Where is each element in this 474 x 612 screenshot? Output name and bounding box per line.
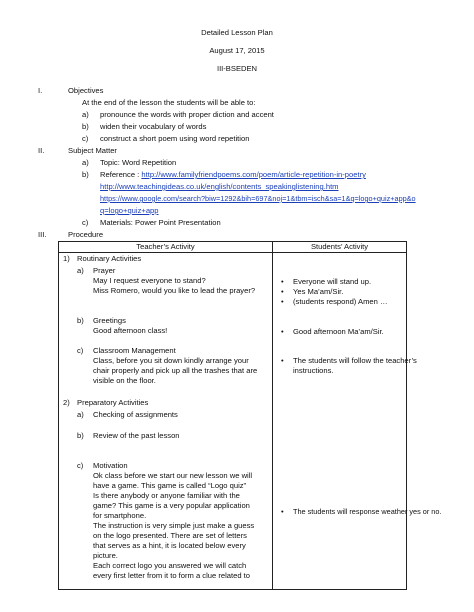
reference-label: Reference :: [100, 170, 142, 179]
classroom-line: visible on the floor.: [93, 376, 156, 385]
reference-link[interactable]: https://www.google.com/search?biw=1292&bih=697&noj=1&tbm=isch&sa=1&q=logo+quiz+app&o: [100, 194, 416, 203]
motivation-line: for smartphone.: [93, 511, 147, 520]
preparatory-num: 2): [63, 398, 70, 407]
review-letter: b): [77, 431, 84, 440]
review-label: Review of the past lesson: [93, 431, 180, 440]
objective-item: widen their vocabulary of words: [100, 122, 207, 131]
teacher-activity-cell: [59, 253, 273, 590]
objectives-heading: Objectives: [68, 86, 104, 95]
student-response-continuation: instructions.: [293, 366, 334, 375]
motivation-line: on the logo presented. There are set of letters: [93, 531, 247, 540]
motivation-line: have a game. This game is called “Logo quiz”: [93, 481, 247, 490]
motivation-line: Ok class before we start our new lesson we will: [93, 471, 253, 480]
reference-link[interactable]: http://www.familyfriendpoems.com/poem/article-repetition-in-poetry: [141, 170, 366, 179]
classroom-line: Class, before you sit down kindly arrange your: [93, 356, 249, 365]
topic-letter: a): [82, 158, 89, 167]
reference-link[interactable]: http://www.teachingideas.co.uk/english/contents_speakinglistening.htm: [100, 182, 339, 191]
classroom-line: chair properly and pick up all the trashes that are: [93, 366, 258, 375]
subject-heading: Subject Matter: [68, 146, 117, 155]
motivation-line: every first letter from it to form a clue related to: [93, 571, 250, 580]
prayer-label: Prayer: [93, 266, 116, 275]
reference-line: [100, 170, 366, 180]
motivation-label: Motivation: [93, 461, 128, 470]
greetings-letter: b): [77, 316, 84, 325]
objective-letter-b: b): [82, 122, 89, 131]
prayer-letter: a): [77, 266, 84, 275]
subject-numeral: II.: [38, 146, 45, 155]
routinary-label: Routinary Activities: [77, 254, 142, 263]
procedure-heading: Procedure: [68, 230, 104, 239]
motivation-line: Each correct logo you answered we will catch: [93, 561, 247, 570]
objective-letter-c: c): [82, 134, 89, 143]
prayer-line: Miss Romero, would you like to lead the prayer?: [93, 286, 256, 295]
greetings-label: Greetings: [93, 316, 126, 325]
document-date: August 17, 2015: [209, 46, 265, 55]
motivation-line: Is there anybody or anyone familiar with the: [93, 491, 240, 500]
motivation-letter: c): [77, 461, 84, 470]
teacher-activity-header: Teacher’s Activity: [59, 242, 273, 253]
preparatory-label: Preparatory Activities: [77, 398, 149, 407]
motivation-line: picture.: [93, 551, 118, 560]
classroom-letter: c): [77, 346, 84, 355]
procedure-table: [58, 241, 442, 590]
checking-letter: a): [77, 410, 84, 419]
motivation-line: The instruction is very simple just make a guess: [93, 521, 255, 530]
topic-text: Topic: Word Repetition: [100, 158, 177, 167]
classroom-label: Classroom Management: [93, 346, 176, 355]
students-activity-header: Students’ Activity: [273, 242, 407, 253]
objectives-numeral: I.: [38, 86, 43, 95]
objective-letter-a: a): [82, 110, 89, 119]
checking-label: Checking of assignments: [93, 410, 178, 419]
routinary-num: 1): [63, 254, 70, 263]
objective-item: construct a short poem using word repetition: [100, 134, 250, 143]
motivation-line: that serves as a hint, it is located below every: [93, 541, 246, 550]
greetings-line: Good afternoon class!: [93, 326, 168, 335]
reference-link[interactable]: q=logo+quiz+app: [100, 206, 159, 215]
motivation-line: game? This game is a very popular application: [93, 501, 250, 510]
document-title: Detailed Lesson Plan: [201, 28, 273, 37]
prayer-line: May I request everyone to stand?: [93, 276, 206, 285]
table-row: [59, 253, 407, 590]
students-activity-cell: • Everyone will stand up. • Yes Ma’am/Sir. • (students respond) Amen … • Good afternoon Ma’am/Sir. • The students will follow the teacher’s instructions. • The students will response weather yes or no.: [273, 253, 407, 590]
document-section: III-BSEDEN: [216, 64, 258, 73]
procedure-numeral: III.: [38, 230, 47, 239]
objectives-intro: At the end of the lesson the students will be able to:: [82, 98, 256, 107]
objective-item: pronounce the words with proper diction and accent: [100, 110, 274, 119]
reference-letter: b): [82, 170, 89, 179]
materials-text: Materials: Power Point Presentation: [100, 218, 221, 227]
materials-letter: c): [82, 218, 89, 227]
table-header-row: [59, 242, 407, 253]
